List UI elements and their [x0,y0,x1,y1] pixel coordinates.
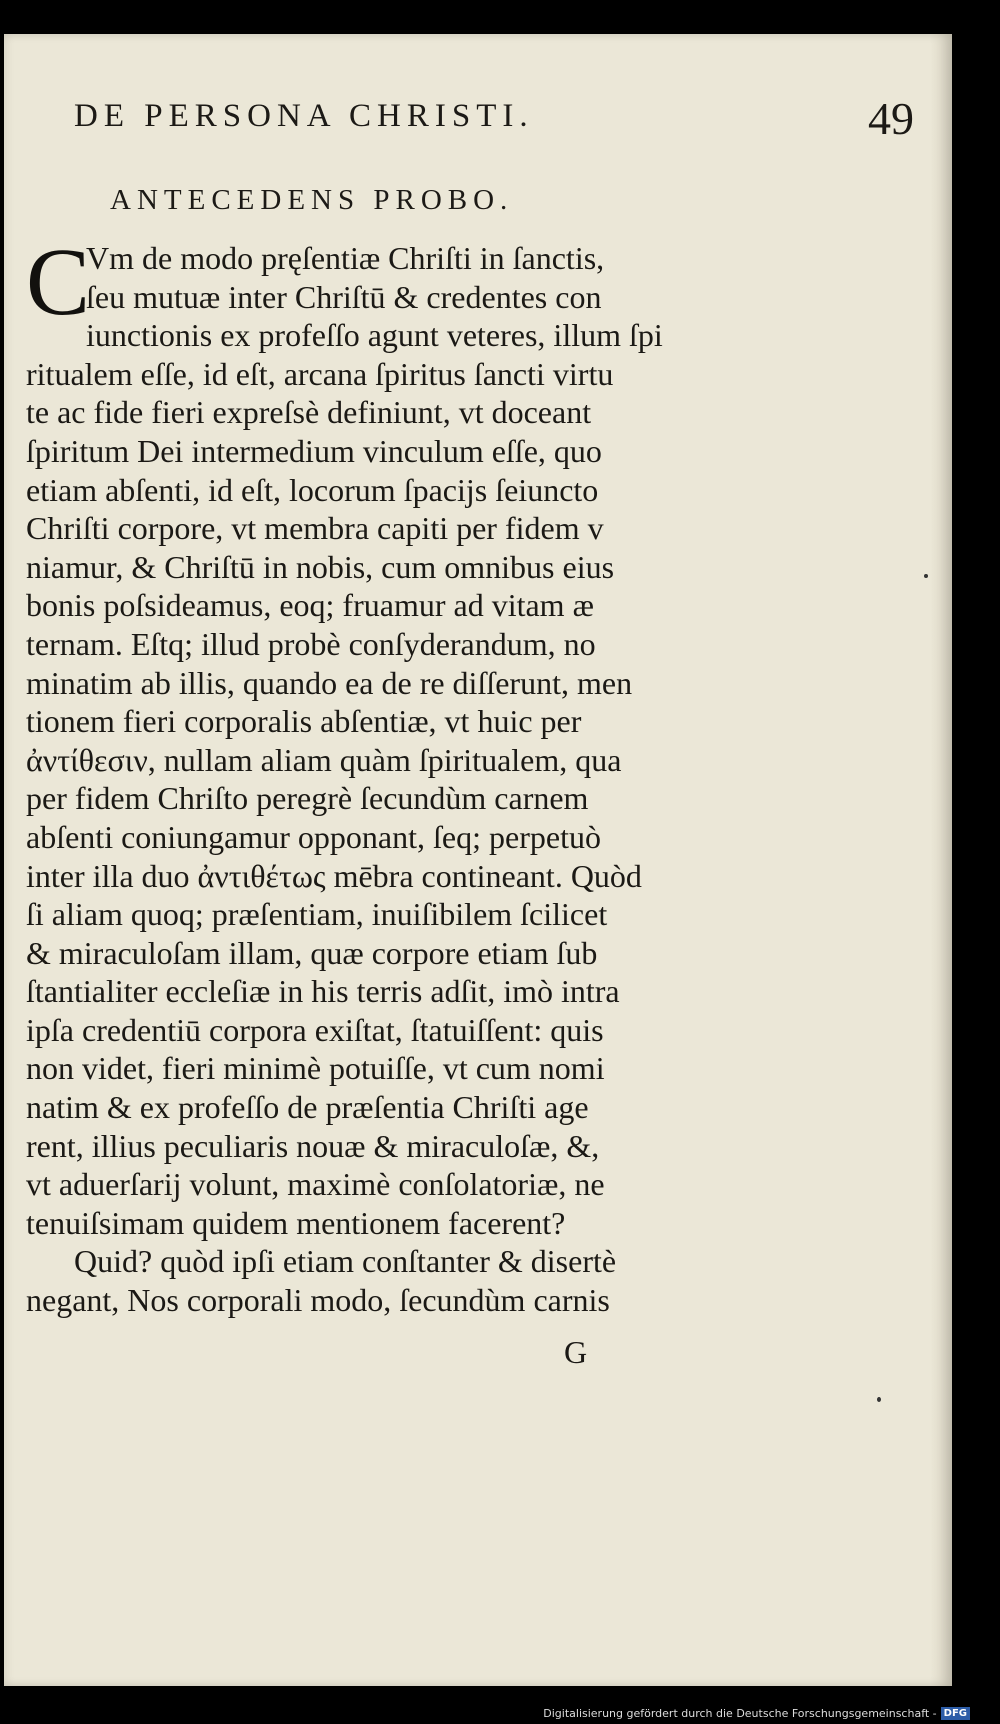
text-line: rent, illius peculiaris nouæ & miraculoſæ, &, [26,1127,600,1164]
paper-speck [877,1397,881,1402]
digitization-credit [543,1707,970,1720]
credit-text: Digitalisierung gefördert durch die Deutsche Forschungsgemeinschaft - [543,1707,937,1720]
book-page [4,34,952,1686]
text-line: tionem fieri corporalis abſentiæ, vt huic per [26,703,582,740]
text-line: ſtantialiter eccleſiæ in his terris adſit, imò intra [26,973,620,1010]
text-line: Vm de modo pręſentiæ Chriſti in ſanctis, [86,240,605,276]
running-title: DE PERSONA CHRISTI. [74,98,534,134]
text-line: inter illa duo ἀντιθέτως mēbra contineant. Quòd [26,857,642,894]
text-line: ſeu mutuæ inter Chriſtū & credentes con [86,278,602,315]
text-line: ipſa credentiū corpora exiſtat, ſtatuiſſent: quis [26,1011,604,1048]
running-head [74,92,914,152]
text-line: ſi aliam quoq; præſentiam, inuiſibilem ſcilicet [26,896,608,933]
body-text [26,228,716,1320]
text-line: negant, Nos corporali modo, ſecundùm carnis [26,1282,610,1319]
text-line: ritualem eſſe, id eſt, arcana ſpiritus ſancti virtu [26,355,614,392]
text-line: vt aduerſarij volunt, maximè conſolatoriæ, ne [26,1166,605,1203]
text-line: iunctionis ex profeſſo agunt veteres, illum ſpi [86,317,663,354]
text-line: & miraculoſam illam, quæ corpore etiam ſub [26,934,598,971]
drop-initial: C [26,228,91,335]
text-line: tenuiſsimam quidem mentionem facerent? [26,1204,566,1241]
text-line: niamur, & Chriſtū in nobis, cum omnibus eius [26,548,615,585]
text-line: abſenti coniungamur opponant, ſeq; perpetuò [26,818,601,855]
text-line: per fidem Chriſto peregrè ſecundùm carnem [26,780,589,817]
text-line: non videt, fieri minimè potuiſſe, vt cum nomi [26,1050,605,1087]
text-line: te ac fide fieri expreſsè definiunt, vt doceant [26,394,592,431]
text-line: bonis poſsideamus, eoq; fruamur ad vitam æ [26,587,594,624]
dfg-logo: DFG [941,1707,970,1720]
page-number: 49 [868,93,914,144]
catchword: G [564,1334,588,1370]
text-line: minatim ab illis, quando ea de re diſſerunt, men [26,664,633,701]
text-line: Quid? quòd ipſi etiam conſtanter & disertè [74,1243,617,1280]
text-line: Chriſti corpore, vt membra capiti per fidem v [26,510,604,547]
text-line: natim & ex profeſſo de præſentia Chriſti age [26,1089,589,1126]
text-line: ἀντίθεσιν, nullam aliam quàm ſpiritualem, qua [26,741,622,778]
section-heading: ANTECEDENS PROBO. [110,184,514,216]
text-line: ternam. Eſtq; illud probè conſyderandum, no [26,625,596,662]
paper-speck [924,574,928,578]
text-line: ſpiritum Dei intermedium vinculum eſſe, quo [26,432,602,469]
text-line: etiam abſenti, id eſt, locorum ſpacijs ſeiuncto [26,471,599,508]
